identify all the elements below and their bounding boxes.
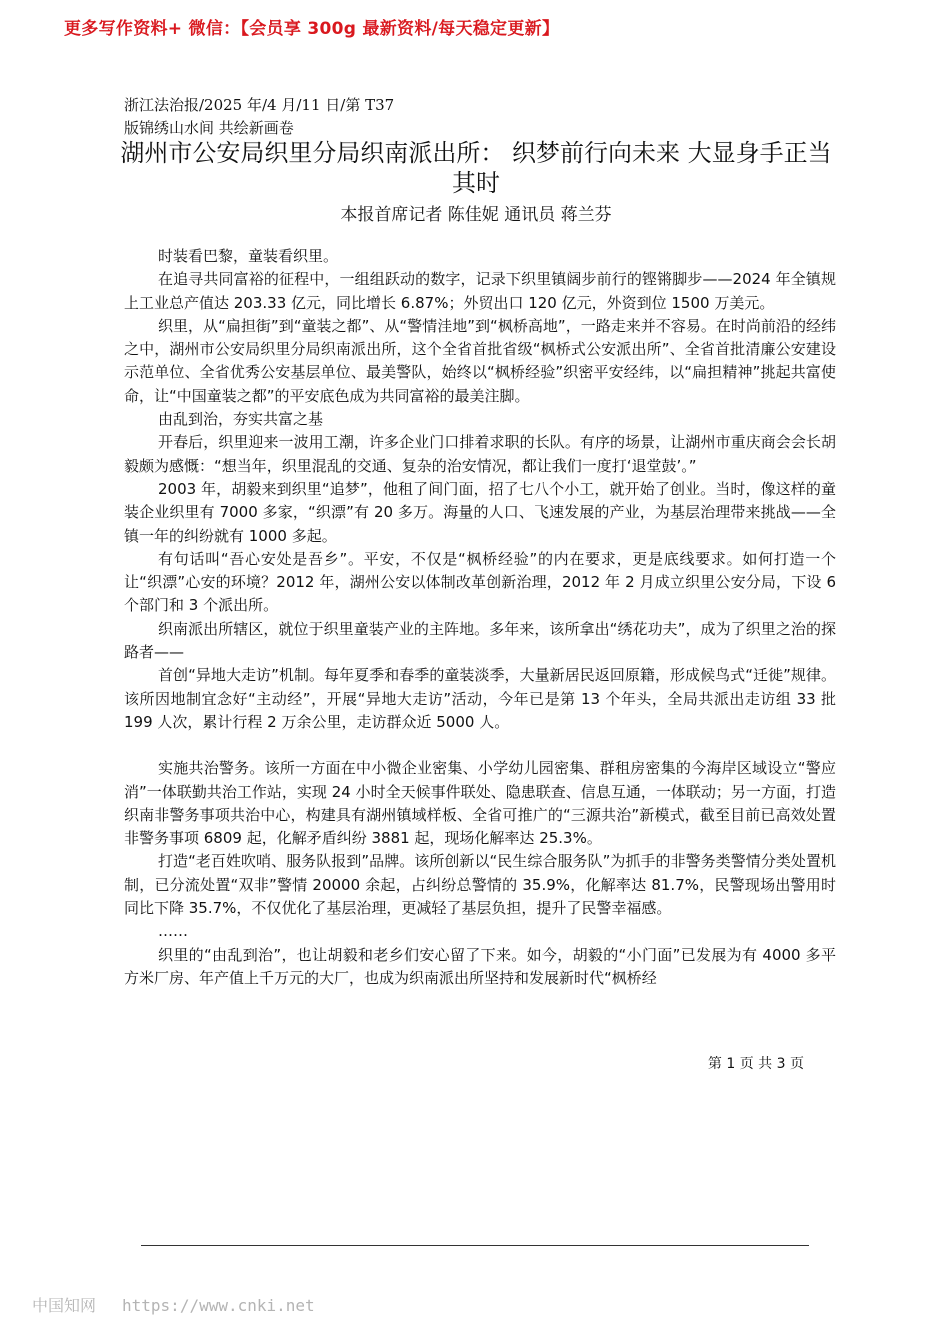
paragraph: 在追寻共同富裕的征程中，一组组跃动的数字，记录下织里镇阔步前行的铿锵脚步——2024 年全镇规上工业总产值达 203.33 亿元，同比增长 6.87%；外贸出口 120 亿元，外资到位 1500 万美元。	[124, 270, 836, 312]
footer-divider	[141, 1245, 809, 1246]
paragraph: 织里，从“扁担街”到“童装之都”、从“警情洼地”到“枫桥高地”，一路走来并不容易。在时尚前沿的经纬之中，湖州市公安局织里分局织南派出所，这个全省首批省级“枫桥式公安派出所”、全省首批清廉公安建设示范单位、全省优秀公安基层单位、最美警队，始终以“枫桥经验”织密平安经纬，以“扁担精神”挑起共富使命，让“中国童装之都”的平安底色成为共同富裕的最美注脚。	[124, 316, 837, 405]
article-title: 湖州市公安局织里分局织南派出所： 织梦前行向未来 大显身手正当其时	[120, 139, 832, 197]
paragraph: 打造“老百姓吹哨、服务队报到”品牌。该所创新以“民生综合服务队”为抓手的非警务类警情分类处置机制，已分流处置“双非”警情 20000 余起，占纠纷总警情的 35.9%，化解率达 81.7%，民警现场出警用时同比下降 35.7%，不仅优化了基层治理，更减轻了基层负担，提升了民警幸福感。	[124, 852, 836, 918]
paragraph: 有句话叫“吾心安处是吾乡”。平安，不仅是“枫桥经验”的内在要求，更是底线要求。如何打造一个让“织漂”心安的环境？2012 年，湖州公安以体制改革创新治理，2012 年 2 月成立织里公安分局，下设 6 个部门和 3 个派出所。	[124, 549, 836, 615]
article-body	[124, 245, 836, 990]
section-heading: 由乱到治，夯实共富之基	[158, 410, 324, 429]
watermark-url: https://www.cnki.net	[122, 1296, 315, 1315]
page-indicator: 第 1 页 共 3 页	[707, 1056, 804, 1072]
source-line: 浙江法治报/2025 年/4 月/11 日/第 T37	[124, 96, 395, 114]
byline: 本报首席记者 陈佳妮 通讯员 蒋兰芬	[340, 205, 612, 225]
paragraph: 首创“异地大走访”机制。每年夏季和春季的童装淡季，大量新居民返回原籍，形成候鸟式“迁徙”规律。该所因地制宜念好“主动经”，开展“异地大走访”活动，今年已是第 13 个年头，全局共派出走访组 33 批 199 人次，累计行程 2 万余公里，走访群众近 5000 人。	[124, 666, 836, 731]
paragraph: 时装看巴黎，童装看织里。	[158, 247, 339, 265]
paragraph: 织里的“由乱到治”，也让胡毅和老乡们安心留了下来。如今，胡毅的“小门面”已发展为有 4000 多平方米厂房、年产值上千万元的大厂，也成为织南派出所坚持和发展新时代“枫桥经	[124, 945, 836, 987]
paragraph: 开春后，织里迎来一波用工潮，许多企业门口排着求职的长队。有序的场景，让湖州市重庆商会会长胡毅颇为感慨：“想当年，织里混乱的交通、复杂的治安情况，都让我们一度打‘退堂鼓’。”	[124, 433, 836, 475]
ellipsis: ……	[158, 922, 188, 941]
paragraph: 2003 年，胡毅来到织里“追梦”，他租了间门面，招了七八个小工，就开始了创业。当时，像这样的童装企业织里有 7000 多家，“织漂”有 20 多万。海量的人口、飞速发展的产业，为基层治理带来挑战——全镇一年的纠纷就有 1000 多起。	[124, 479, 836, 545]
promo-banner: 更多写作资料+ 微信：【会员享 300g 最新资料/每天稳定更新】	[64, 19, 560, 39]
paragraph: 实施共治警务。该所一方面在中小微企业密集、小学幼儿园密集、群租房密集的今海岸区域设立“警应消”一体联勤共治工作站，实现 24 小时全天候事件联处、隐患联查、信息互通，一体联动；另一方面，打造织南非警务事项共治中心，构建具有湖州镇域样板、全省可推广的“三源共治”新模式，截至目前已高效处置非警务事项 6809 起，化解矛盾纠纷 3881 起，现场化解率达 25.3%。	[124, 759, 836, 848]
paragraph: 织南派出所辖区，就位于织里童装产业的主阵地。多年来，该所拿出“绣花功夫”，成为了织里之治的探路者——	[124, 619, 836, 662]
watermark-brand: 中国知网	[32, 1296, 97, 1315]
cnki-watermark	[32, 1293, 315, 1316]
column-line: 版锦绣山水间 共绘新画卷	[124, 119, 294, 137]
